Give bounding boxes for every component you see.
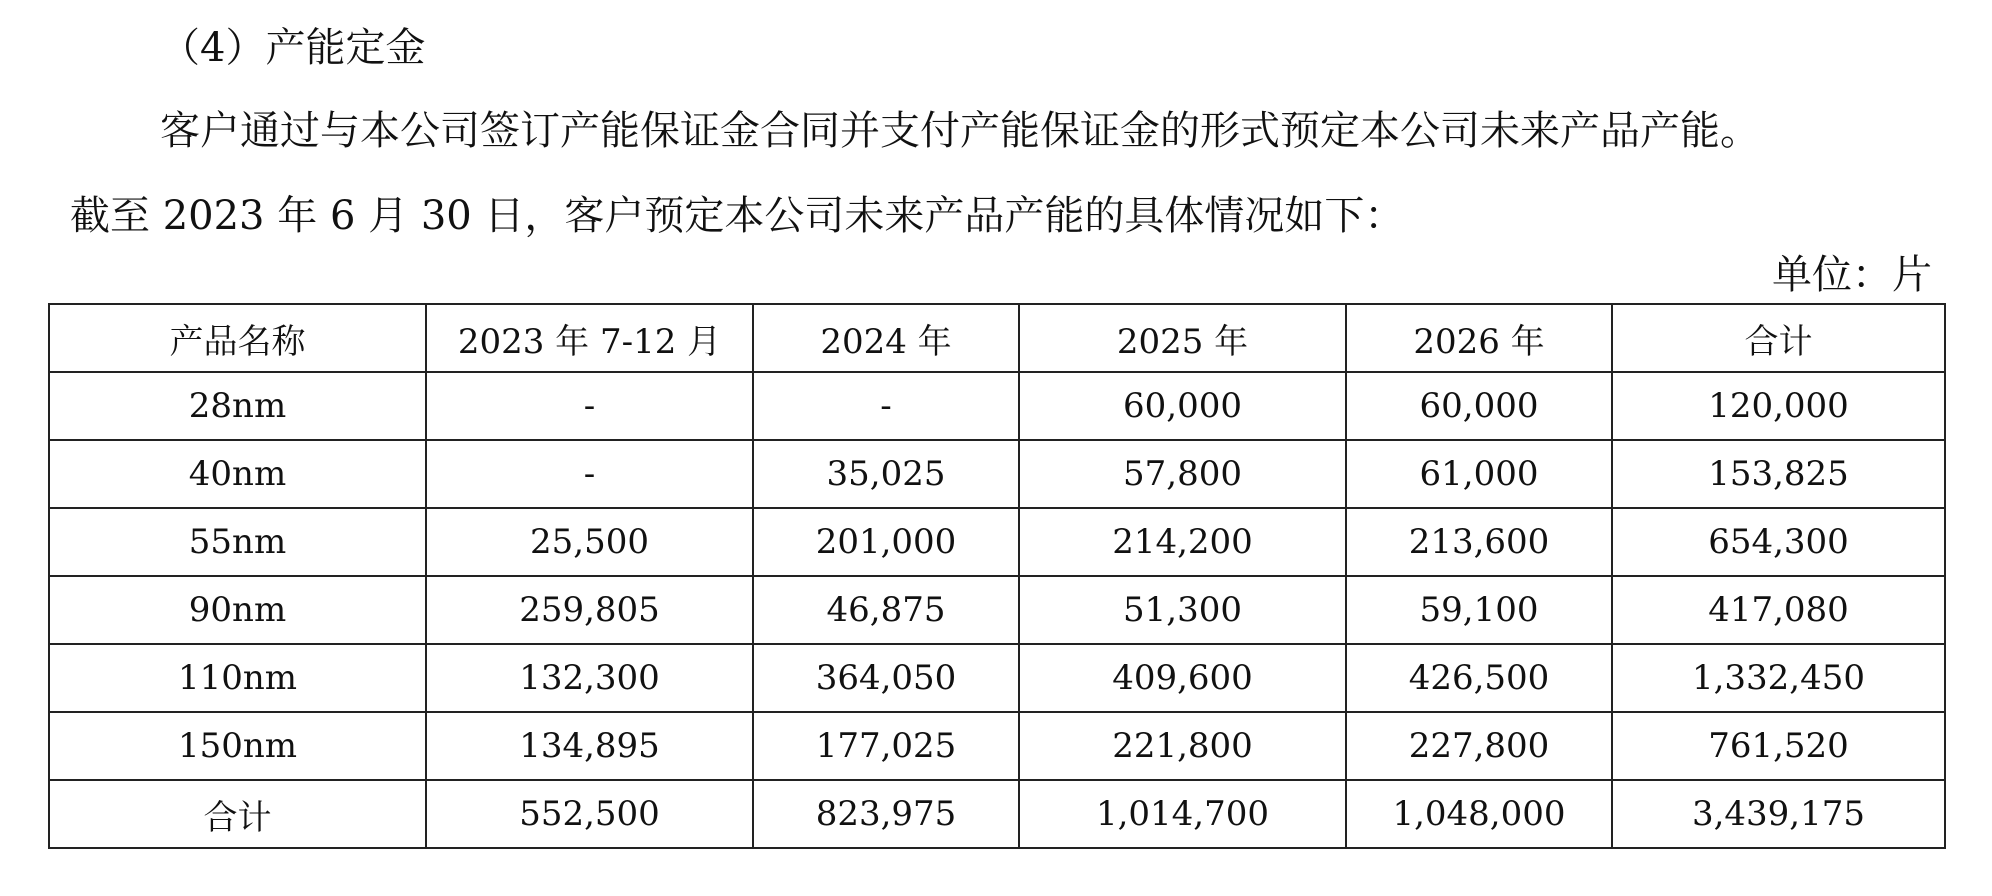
table-cell: 40nm [49,440,426,508]
table-cell: 120,000 [1612,372,1945,440]
table-cell: 259,805 [426,576,753,644]
table-cell: 150nm [49,712,426,780]
table-cell: 201,000 [753,508,1019,576]
table-cell: - [753,372,1019,440]
table-cell: 654,300 [1612,508,1945,576]
table-cell: 221,800 [1019,712,1346,780]
table-cell: 61,000 [1346,440,1612,508]
table-cell: 59,100 [1346,576,1612,644]
table-cell: 55nm [49,508,426,576]
table-cell: 25,500 [426,508,753,576]
table-total-row [49,780,1945,848]
table-cell: - [426,440,753,508]
header-2023-h2: 2023 年 7-12 月 [426,304,753,372]
table-cell: 132,300 [426,644,753,712]
table-cell: 35,025 [753,440,1019,508]
table-cell: 60,000 [1346,372,1612,440]
header-2026: 2026 年 [1346,304,1612,372]
table-row [49,712,1945,780]
section-heading: （4）产能定金 [160,25,426,71]
table-cell: 合计 [49,780,426,848]
table-row [49,576,1945,644]
intro-paragraph: 客户通过与本公司签订产能保证金合同并支付产能保证金的形式预定本公司未来产品产能。 [160,108,1760,154]
header-total: 合计 [1612,304,1945,372]
unit-note: 单位：片 [1772,252,1932,298]
table-cell: 417,080 [1612,576,1945,644]
table-cell: 409,600 [1019,644,1346,712]
header-2025: 2025 年 [1019,304,1346,372]
table-cell: 110nm [49,644,426,712]
table-cell: 1,014,700 [1019,780,1346,848]
table-cell: 214,200 [1019,508,1346,576]
table-cell: 3,439,175 [1612,780,1945,848]
table-row [49,372,1945,440]
table-cell: 51,300 [1019,576,1346,644]
table-cell: 552,500 [426,780,753,848]
table-cell: 90nm [49,576,426,644]
table-cell: 153,825 [1612,440,1945,508]
header-2024: 2024 年 [753,304,1019,372]
table-cell: 134,895 [426,712,753,780]
table-cell: 46,875 [753,576,1019,644]
table-cell: - [426,372,753,440]
table-cell: 60,000 [1019,372,1346,440]
table-intro-paragraph: 截至 2023 年 6 月 30 日，客户预定本公司未来产品产能的具体情况如下： [70,193,1405,239]
table-cell: 177,025 [753,712,1019,780]
table-cell: 364,050 [753,644,1019,712]
table-cell: 213,600 [1346,508,1612,576]
table-row [49,440,1945,508]
table-cell: 761,520 [1612,712,1945,780]
table-cell: 823,975 [753,780,1019,848]
table-cell: 57,800 [1019,440,1346,508]
table-cell: 227,800 [1346,712,1612,780]
table-header-row [49,304,1945,372]
header-product-name: 产品名称 [49,304,426,372]
table-cell: 28nm [49,372,426,440]
table-row [49,644,1945,712]
table-row [49,508,1945,576]
table-cell: 1,332,450 [1612,644,1945,712]
table-cell: 426,500 [1346,644,1612,712]
table-cell: 1,048,000 [1346,780,1612,848]
capacity-booking-table [48,303,1946,849]
